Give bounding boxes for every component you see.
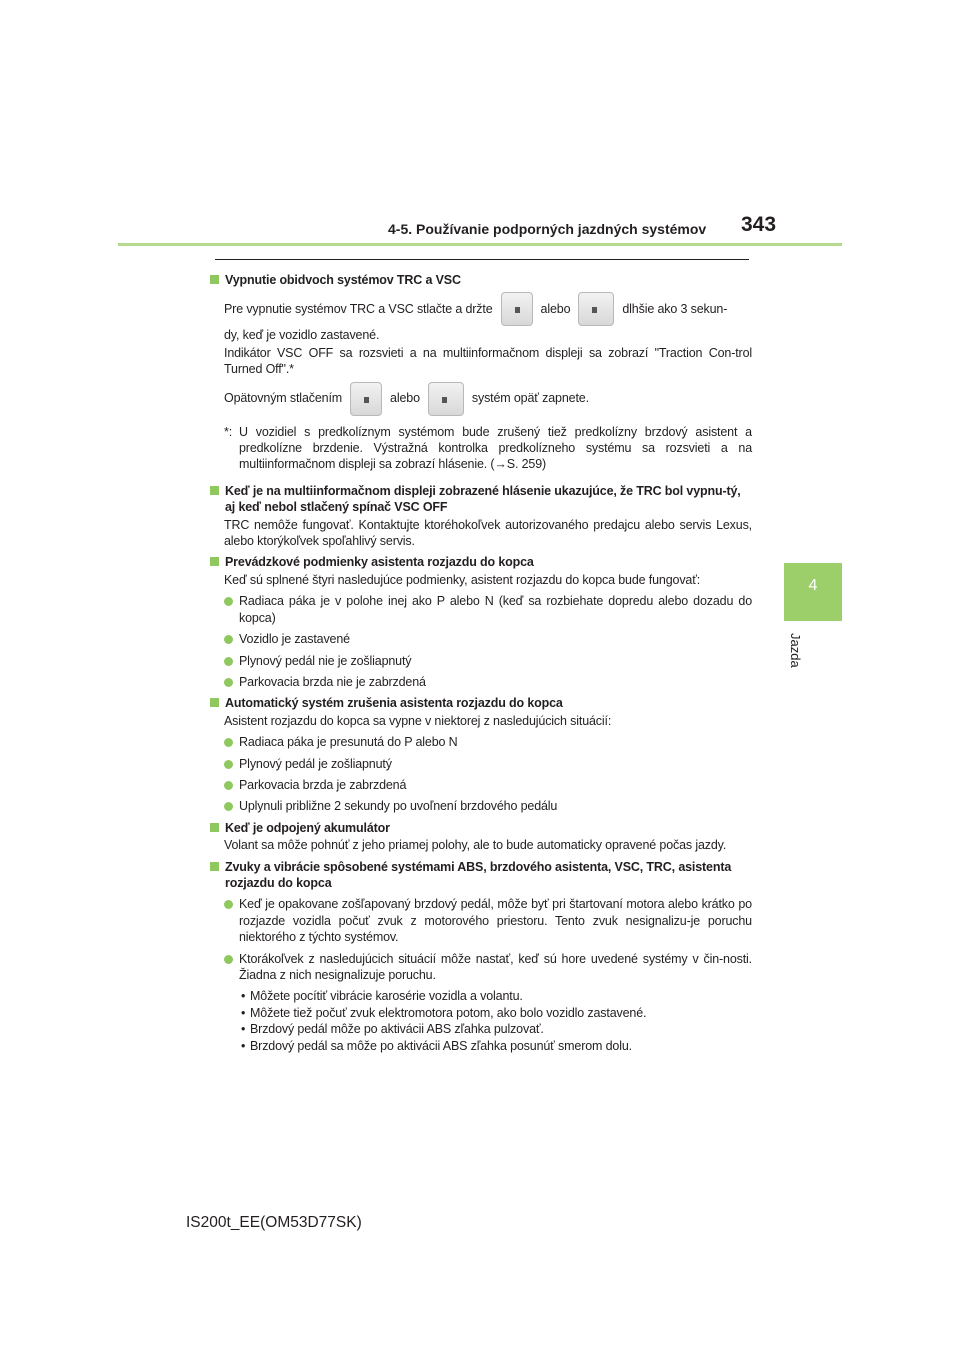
round-bullet-icon [224, 955, 233, 964]
sub-list-item [210, 988, 752, 1004]
section-battery-disconnected [210, 820, 752, 854]
list-item [210, 951, 752, 984]
section-title-text: Vypnutie obidvoch systémov TRC a VSC [225, 273, 461, 287]
vsc-off-switch-icon [501, 292, 533, 326]
square-bullet-icon [210, 275, 219, 284]
section-title-text: Keď je odpojený akumulátor [225, 820, 390, 835]
sub-list-item [210, 1038, 752, 1054]
text: dlhšie ako 3 sekun- [622, 302, 728, 317]
text: systém opäť zapnete. [471, 391, 589, 406]
section-title [210, 483, 752, 516]
page-number: 343 [741, 213, 777, 236]
list-item-text: Vozidlo je zastavené [239, 632, 350, 647]
list-item-text: Parkovacia brzda je zabrzdená [239, 777, 407, 792]
list-item-text: Radiaca páka je presunutá do P alebo N [239, 735, 458, 750]
paragraph: TRC nemôže fungovať. Kontaktujte ktoréhokoľvek autorizovaného predajcu alebo servis Lexus, alebo ktorýkoľvek spoľahlivý servis. [224, 517, 752, 549]
section-title [210, 272, 752, 288]
footnote-mark: *: [224, 424, 233, 439]
chapter-tab-number: 4 [808, 577, 818, 594]
text: Pre vypnutie systémov TRC a VSC stlačte a držte [224, 302, 493, 317]
section-title [210, 695, 752, 711]
round-bullet-icon [224, 802, 233, 811]
list-item [210, 756, 752, 772]
sub-list [210, 988, 752, 1054]
list-item [210, 734, 752, 750]
sub-list-item [210, 1021, 752, 1037]
dot-bullet: • [241, 1005, 246, 1020]
content-rule [215, 259, 749, 260]
section-sounds-vibrations [210, 859, 752, 1054]
footnote [210, 424, 752, 473]
text: alebo [540, 302, 571, 317]
square-bullet-icon [210, 557, 219, 566]
round-bullet-icon [224, 738, 233, 747]
square-bullet-icon [210, 486, 219, 495]
chapter-tab-label: Jazda [788, 633, 803, 668]
content [210, 267, 752, 1054]
vsc-off-switch-alt-icon [578, 292, 614, 326]
paragraph: dy, keď je vozidlo zastavené. [224, 328, 380, 343]
round-bullet-icon [224, 900, 233, 909]
section-hill-start-cancel [210, 695, 752, 814]
square-bullet-icon [210, 698, 219, 707]
sub-list-item-text: Brzdový pedál môže po aktivácii ABS zľahka pulzovať. [250, 1022, 544, 1037]
round-bullet-icon [224, 678, 233, 687]
list-item-text: Plynový pedál nie je zošliapnutý [239, 653, 412, 668]
sub-list-item-text: Brzdový pedál sa môže po aktivácii ABS zľahka posunúť smerom dolu. [250, 1038, 632, 1053]
paragraph: Indikátor VSC OFF sa rozsvieti a na multiinformačnom displeji sa zobrazí "Traction Con-trol Turned Off".* [224, 345, 752, 377]
list-item [210, 631, 752, 647]
list-item-text: Parkovacia brzda nie je zabrzdená [239, 674, 426, 689]
square-bullet-icon [210, 823, 219, 832]
dot-bullet: • [241, 1022, 246, 1037]
list-item-text: Plynový pedál je zošliapnutý [239, 756, 392, 771]
dot-bullet: • [241, 1038, 246, 1053]
list-item [210, 798, 752, 814]
text: alebo [390, 391, 420, 406]
sub-list-item-text: Môžete tiež počuť zvuk elektromotora potom, ako bolo vozidlo zastavené. [250, 1005, 647, 1020]
chapter-tab [784, 563, 842, 621]
instruction-line [210, 292, 752, 326]
footnote-text: U vozidiel s predkolíznym systémom bude zrušený tiež predkolízny brzdový asistent a predkolízne brzdenie. Výstražná kontrolka predkolízneho systému sa rozsvieti a na multiinformačnom displeji sa zobrazí hlásenie. (→S. 259) [239, 424, 752, 472]
paragraph: Asistent rozjazdu do kopca sa vypne v niektorej z nasledujúcich situácií: [224, 713, 612, 728]
dot-bullet: • [241, 989, 246, 1004]
list-item [210, 896, 752, 945]
list-item-text: Ktorákoľvek z nasledujúcich situácií môže nastať, keď sú hore uvedené systémy v čin-nosti. Žiadna z nich nesignalizuje poruchu. [239, 951, 752, 982]
section-trc-vsc-off [210, 272, 752, 473]
section-title [210, 820, 752, 836]
sub-list-item [210, 1005, 752, 1021]
section-title-text: Prevádzkové podmienky asistenta rozjazdu do kopca [225, 555, 534, 570]
section-title-text: Automatický systém zrušenia asistenta rozjazdu do kopca [225, 696, 563, 711]
list-item [210, 674, 752, 690]
sub-list-item-text: Môžete pocítiť vibrácie karosérie vozidla a volantu. [250, 989, 523, 1004]
header-rule [118, 243, 842, 246]
section-trc-message [210, 483, 752, 550]
list-item [210, 777, 752, 793]
vsc-off-switch-icon [350, 382, 382, 416]
round-bullet-icon [224, 597, 233, 606]
round-bullet-icon [224, 781, 233, 790]
round-bullet-icon [224, 657, 233, 666]
list-item [210, 593, 752, 626]
paragraph: Keď sú splnené štyri nasledujúce podmienky, asistent rozjazdu do kopca bude fungovať: [224, 572, 701, 587]
round-bullet-icon [224, 635, 233, 644]
section-title-text: Zvuky a vibrácie spôsobené systémami ABS, brzdového asistenta, VSC, TRC, asistenta rozjazdu do kopca [225, 859, 732, 890]
list-item-text: Radiaca páka je v polohe inej ako P alebo N (keď sa rozbiehate dopredu alebo dozadu do kopca) [239, 594, 752, 625]
section-hill-start-conditions [210, 554, 752, 690]
chapter-title: 4-5. Používanie podporných jazdných systémov [388, 221, 707, 237]
instruction-line [210, 382, 752, 416]
vsc-off-switch-alt-icon [428, 382, 464, 416]
round-bullet-icon [224, 760, 233, 769]
list-item-text: Keď je opakovane zošľapovaný brzdový pedál, môže byť pri štartovaní motora alebo krátko po rozjazde vozidla počuť zvuk z motorového priestoru. Tento zvuk nesignalizu-je poruchu niektorého z týchto systémov. [239, 897, 752, 945]
text: Opätovným stlačením [224, 391, 343, 406]
list-item [210, 653, 752, 669]
paragraph: Volant sa môže pohnúť z jeho priamej polohy, ale to bude automaticky opravené počas jazdy. [224, 838, 727, 853]
section-title [210, 554, 752, 570]
list-item-text: Uplynuli približne 2 sekundy po uvoľnení brzdového pedálu [239, 799, 558, 814]
section-title [210, 859, 752, 892]
square-bullet-icon [210, 862, 219, 871]
section-title-text: Keď je na multiinformačnom displeji zobrazené hlásenie ukazujúce, že TRC bol vypnu-tý, aj keď nebol stlačený spínač VSC OFF [225, 483, 741, 515]
manual-code: IS200t_EE(OM53D77SK) [186, 1214, 362, 1231]
